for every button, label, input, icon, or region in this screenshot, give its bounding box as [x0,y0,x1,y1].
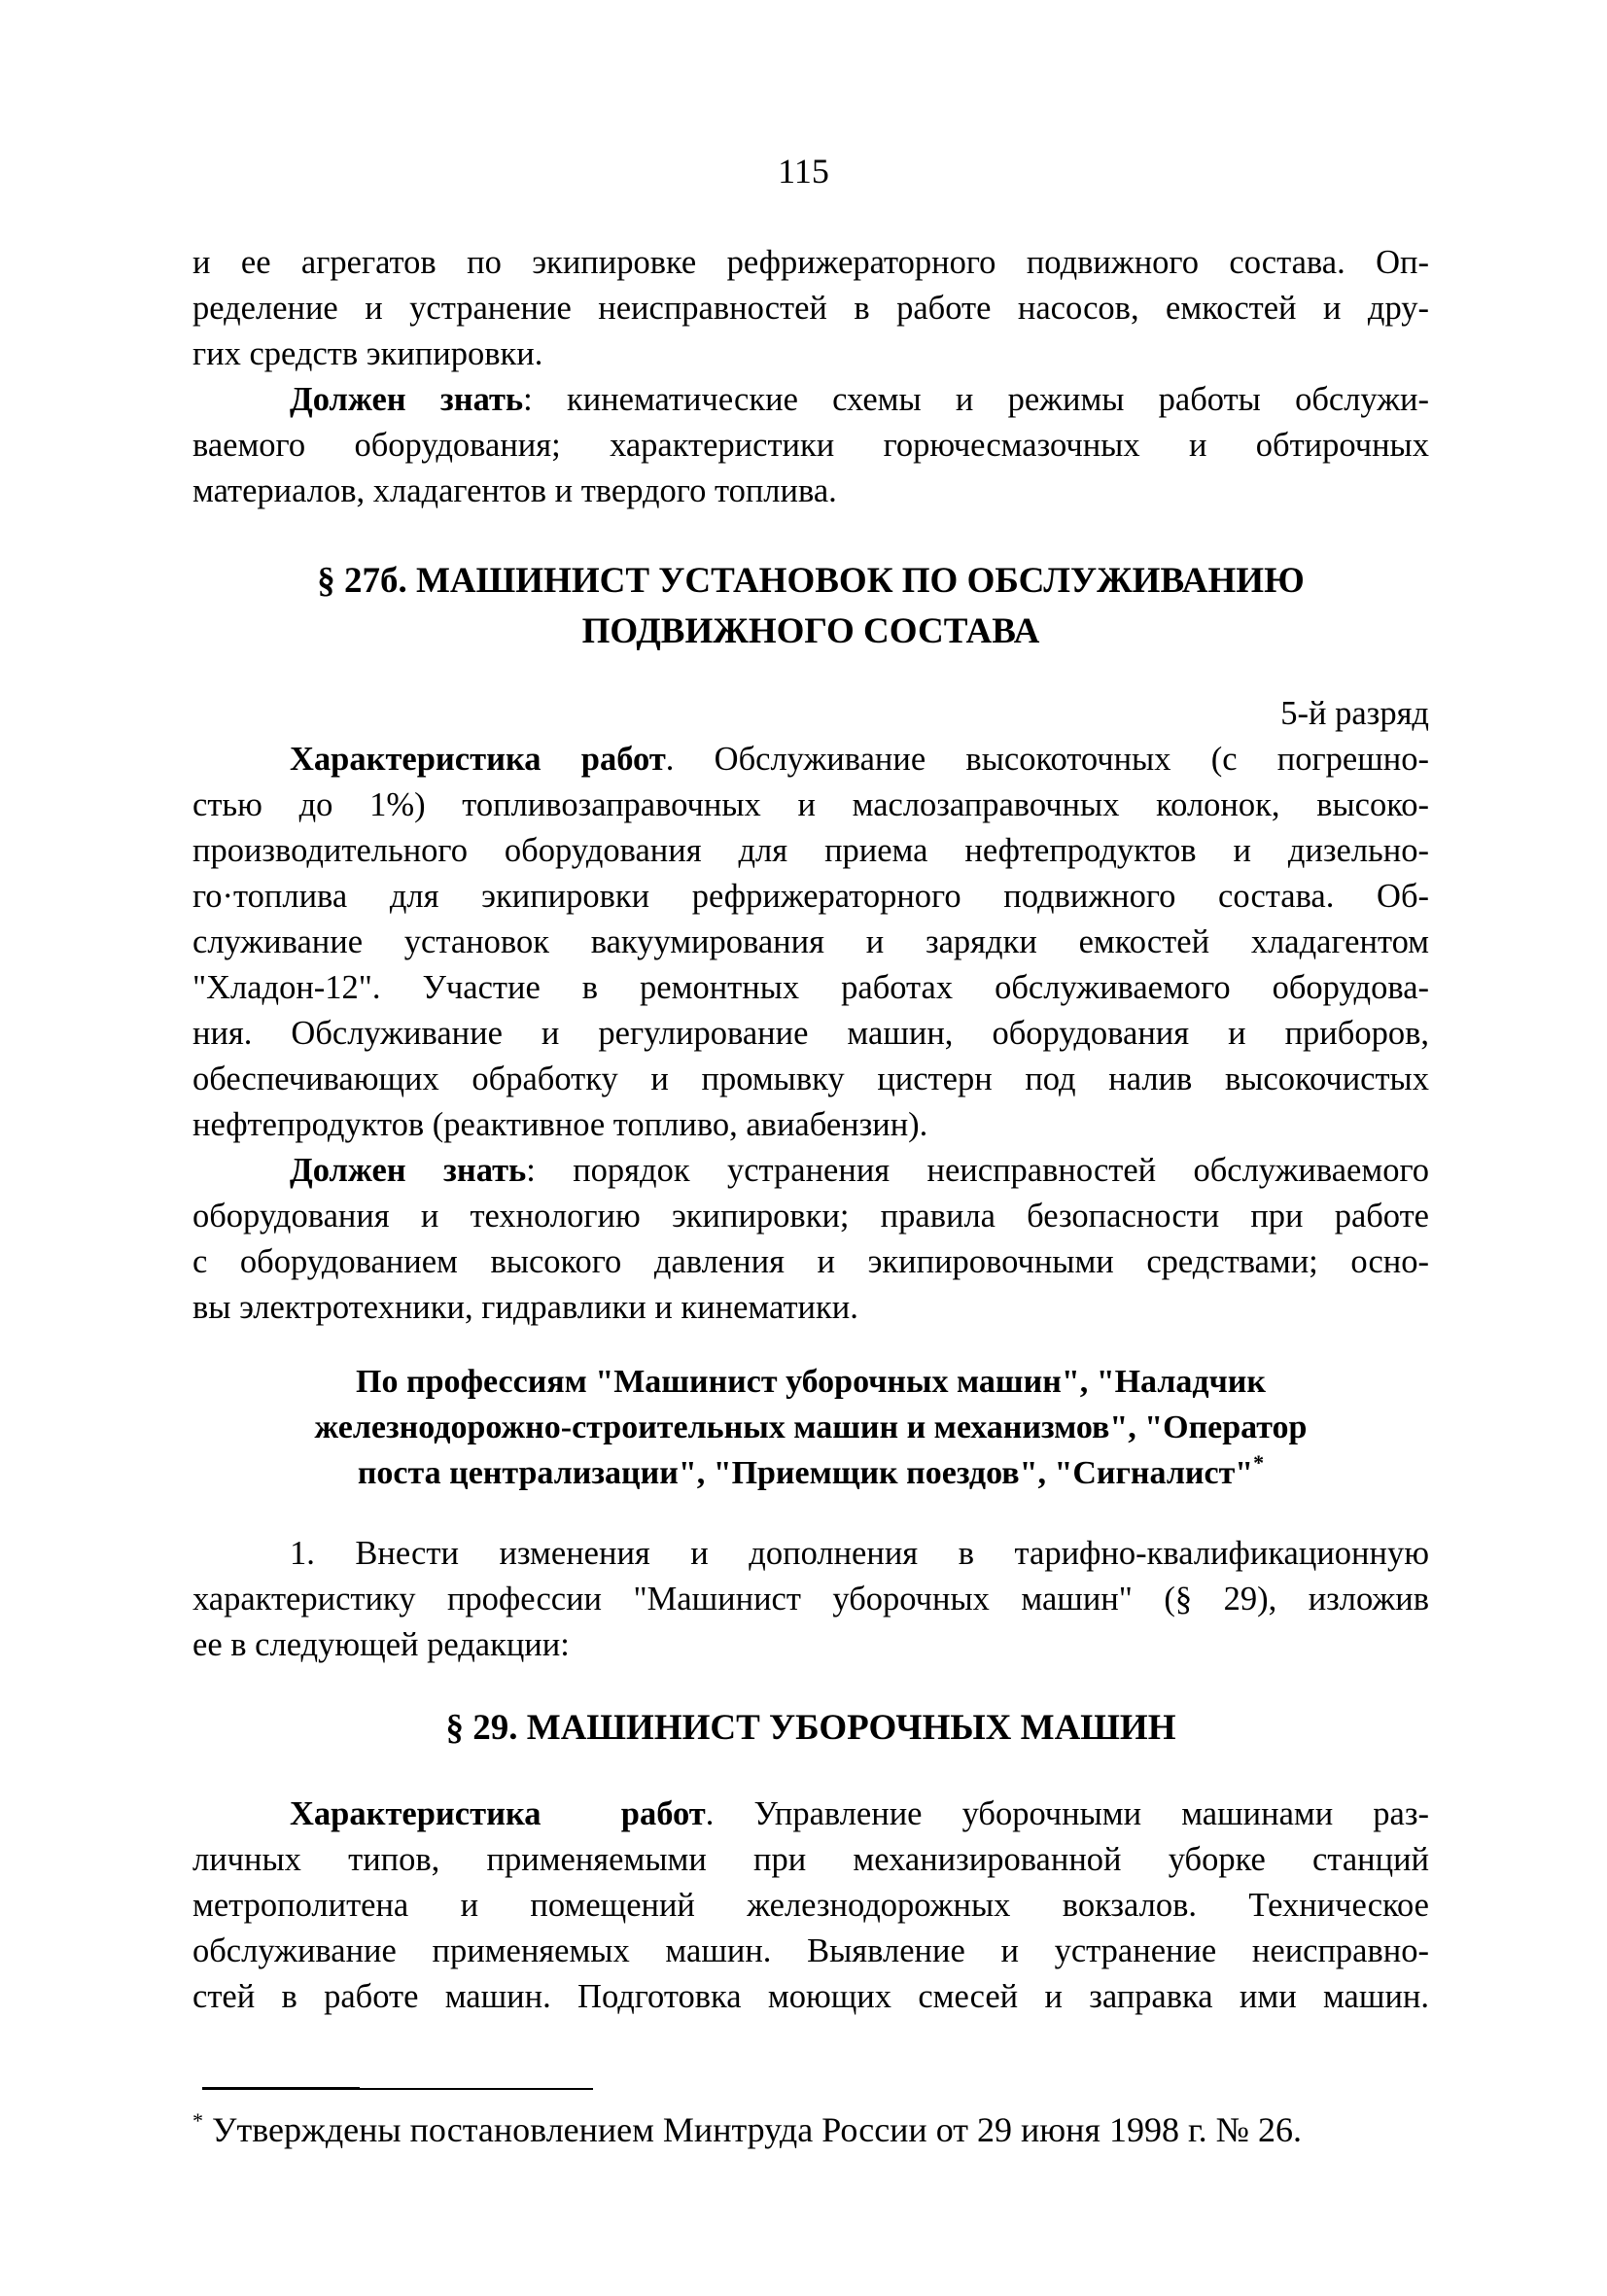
professions-heading [192,1359,1429,1496]
text-line: производительного оборудования для приема нефтепродуктов и дизельно- [192,832,1429,869]
text-line: материалов, хладагентов и твердого топлива. [192,472,837,509]
text-line: метрополитена и помещений железнодорожных вокзалов. Техническое [192,1887,1429,1924]
text-line: оборудования и технологию экипировки; правила безопасности при работе [192,1198,1429,1235]
text-line [192,1148,1429,1194]
item-1-paragraph [192,1531,1429,1668]
page-number: 115 [778,152,829,191]
footnote-text: Утверждены постановлением Минтруда России от 29 июня 1998 г. № 26. [212,2110,1302,2149]
text-line: ределение и устранение неисправностей в работе насосов, емкостей и дру- [192,290,1429,327]
text-line: вы электротехники, гидравлики и кинематики. [192,1289,858,1326]
heading-line: § 27б. МАШИНИСТ УСТАНОВОК ПО ОБСЛУЖИВАНИЮ [317,561,1305,601]
intro-must-know [192,377,1429,514]
characteristics-label: Характеристика работ [290,1795,706,1832]
grade-label: 5-й разряд [1280,695,1429,732]
footnote [192,2107,1302,2152]
text-line: ния. Обслуживание и регулирование машин, оборудования и приборов, [192,1015,1429,1052]
footnote-divider [202,2087,360,2090]
section-276-heading [192,556,1429,657]
text-line: служивание установок вакуумирования и зарядки емкостей хладагентом [192,923,1429,960]
footnote-reference[interactable]: * [1253,1450,1265,1475]
text-line: гих средств экипировки. [192,335,543,372]
text-line: ваемого оборудования; характеристики горючесмазочных и обтирочных [192,427,1429,464]
text-line: стей в работе машин. Подготовка моющих смесей и заправка ими машин. [192,1978,1429,2015]
heading-line: По профессиям "Машинист уборочных машин", "Наладчик [356,1364,1266,1400]
intro-paragraph [192,240,1429,377]
text-line [192,377,1429,423]
text-line: 1. Внести изменения и дополнения в тарифно-квалификационную [290,1535,1429,1572]
must-know-label: Должен знать [290,1152,527,1189]
text-span: . Обслуживание высокоточных (с погрешно- [665,741,1429,778]
text-line: го·топлива для экипировки рефрижераторного подвижного состава. Об- [192,878,1429,915]
text-span: поста централизации", "Приемщик поездов", "Сигналист" [357,1455,1254,1491]
text-line [192,1792,1429,1837]
heading-line: железнодорожно-строительных машин и механизмов", "Оператор [314,1409,1308,1445]
text-line: и ее агрегатов по экипировке рефрижераторного подвижного состава. Оп- [192,244,1429,281]
section-29-heading: § 29. МАШИНИСТ УБОРОЧНЫХ МАШИН [445,1708,1176,1748]
text-span: : кинематические схемы и режимы работы обслужи- [523,381,1429,418]
footnote-divider-segment [360,2088,593,2090]
must-know-label: Должен знать [290,381,524,418]
text-line: "Хладон-12". Участие в ремонтных работах обслуживаемого оборудова- [192,969,1429,1006]
text-span: . Управление уборочными машинами раз- [705,1795,1429,1832]
section-276-must-know [192,1148,1429,1331]
footnote-mark: * [192,2108,203,2133]
heading-line: ПОДВИЖНОГО СОСТАВА [581,611,1040,651]
text-line: личных типов, применяемыми при механизированной уборке станций [192,1841,1429,1878]
text-line: ее в следующей редакции: [192,1626,570,1663]
text-line [192,737,1429,783]
heading-line [192,1450,1429,1496]
section-276-characteristics [192,737,1429,1148]
characteristics-label: Характеристика работ [290,741,666,778]
text-line: нефтепродуктов (реактивное топливо, авиабензин). [192,1106,928,1143]
text-line: с оборудованием высокого давления и экипировочными средствами; осно- [192,1243,1429,1280]
text-line: характеристику профессии "Машинист уборочных машин" (§ 29), изложив [192,1581,1429,1618]
text-line: стью до 1%) топливозаправочных и маслозаправочных колонок, высоко- [192,786,1429,823]
text-line: обслуживание применяемых машин. Выявление и устранение неисправно- [192,1932,1429,1969]
text-line: обеспечивающих обработку и промывку цистерн под налив высокочистых [192,1061,1429,1097]
section-29-characteristics [192,1792,1429,2020]
text-span: : порядок устранения неисправностей обслуживаемого [526,1152,1429,1189]
